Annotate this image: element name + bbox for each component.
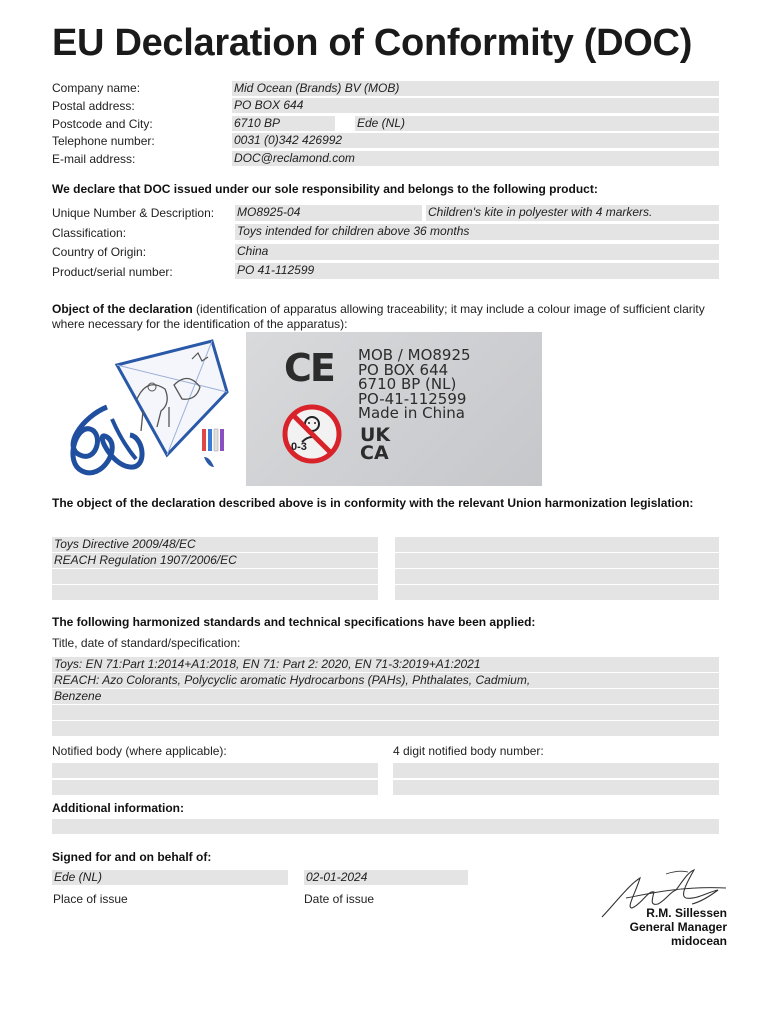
signed-heading: Signed for and on behalf of: <box>52 850 212 864</box>
standards-field: Toys: EN 71:Part 1:2014+A1:2018, EN 71: Part 2: 2020, EN 71-3:2019+A1:2021 <box>52 657 719 672</box>
notified-number-field <box>393 763 719 778</box>
kite-illustration-icon <box>52 337 237 485</box>
unique-number-label: Unique Number & Description: <box>52 206 215 220</box>
additional-info-label: Additional information: <box>52 801 184 815</box>
ce-mark: CE <box>284 346 334 390</box>
email-label: E-mail address: <box>52 152 136 166</box>
standards-sublabel: Title, date of standard/specification: <box>52 636 241 650</box>
telephone-field: 0031 (0)342 426992 <box>232 133 719 148</box>
telephone-label: Telephone number: <box>52 134 155 148</box>
serial-number-label: Product/serial number: <box>52 265 173 279</box>
classification-field: Toys intended for children above 36 months <box>235 224 719 240</box>
label-line: MOB / MO8925 <box>358 346 471 364</box>
serial-field: PO 41-112599 <box>235 263 719 279</box>
legislation-field: REACH Regulation 1907/2006/EC <box>52 553 378 568</box>
date-field: 02-01-2024 <box>304 870 468 885</box>
declare-heading: We declare that DOC issued under our sole responsibility and belongs to the following product: <box>52 182 598 196</box>
age-warning-icon <box>280 402 344 466</box>
legislation-field-empty <box>52 585 378 600</box>
notified-number-label: 4 digit notified body number: <box>393 744 544 758</box>
postcode-label: Postcode and City: <box>52 117 153 131</box>
object-text: (identification of apparatus allowing traceability; it may include a colour image of sufficient clarity where necessary for the identification of the apparatus): <box>52 302 705 331</box>
legislation-field-empty <box>395 553 719 568</box>
label-line: 6710 BP (NL) <box>358 375 457 393</box>
place-field: Ede (NL) <box>52 870 288 885</box>
postal-address-label: Postal address: <box>52 99 135 113</box>
standards-field-empty <box>52 721 719 736</box>
company-name-label: Company name: <box>52 81 141 95</box>
legislation-field-empty <box>395 585 719 600</box>
notified-body-field <box>52 763 378 778</box>
conformity-heading: The object of the declaration described above is in conformity with the relevant Union harmonization legislation: <box>52 496 694 510</box>
ukca-mark <box>360 426 390 462</box>
postcode-field: 6710 BP <box>232 116 335 131</box>
standards-field: Benzene <box>52 689 719 704</box>
ukca-line: CA <box>360 442 389 464</box>
notified-number-field <box>393 780 719 795</box>
signer-role: General Manager <box>629 920 727 934</box>
legislation-field-empty <box>395 537 719 552</box>
legislation-field-empty <box>52 569 378 584</box>
object-bold: Object of the declaration <box>52 302 193 316</box>
label-text-block <box>358 348 471 421</box>
origin-field: China <box>235 244 719 260</box>
product-description-field: Children's kite in polyester with 4 markers. <box>426 205 719 221</box>
signer-name: R.M. Sillessen <box>646 906 727 920</box>
additional-info-field <box>52 819 719 834</box>
standards-heading: The following harmonized standards and technical specifications have been applied: <box>52 615 536 629</box>
age-warning-label: 0-3 <box>291 441 307 453</box>
city-field: Ede (NL) <box>355 116 719 131</box>
notified-body-label: Notified body (where applicable): <box>52 744 227 758</box>
legislation-field-empty <box>395 569 719 584</box>
ukca-line: UK <box>360 424 391 446</box>
email-field: DOC@reclamond.com <box>232 151 719 166</box>
standards-field-empty <box>52 705 719 720</box>
notified-body-field <box>52 780 378 795</box>
label-line: Made in China <box>358 404 465 422</box>
page-title: EU Declaration of Conformity (DOC) <box>52 22 693 64</box>
legislation-field: Toys Directive 2009/48/EC <box>52 537 378 552</box>
country-origin-label: Country of Origin: <box>52 245 147 259</box>
company-name-field: Mid Ocean (Brands) BV (MOB) <box>232 81 719 96</box>
label-line: PO-41-112599 <box>358 389 467 408</box>
date-label: Date of issue <box>304 892 375 906</box>
postal-address-field: PO BOX 644 <box>232 98 719 113</box>
standards-field: REACH: Azo Colorants, Polycyclic aromatic Hydrocarbons (PAHs), Phthalates, Cadmium, <box>52 673 719 688</box>
signer-company: midocean <box>670 934 727 948</box>
object-paragraph <box>52 302 724 332</box>
kite-image <box>52 337 237 485</box>
label-line: PO BOX 644 <box>358 360 449 379</box>
place-label: Place of issue <box>53 892 128 906</box>
classification-label: Classification: <box>52 226 127 240</box>
label-photo <box>246 332 542 486</box>
product-number-field: MO8925-04 <box>235 205 422 221</box>
